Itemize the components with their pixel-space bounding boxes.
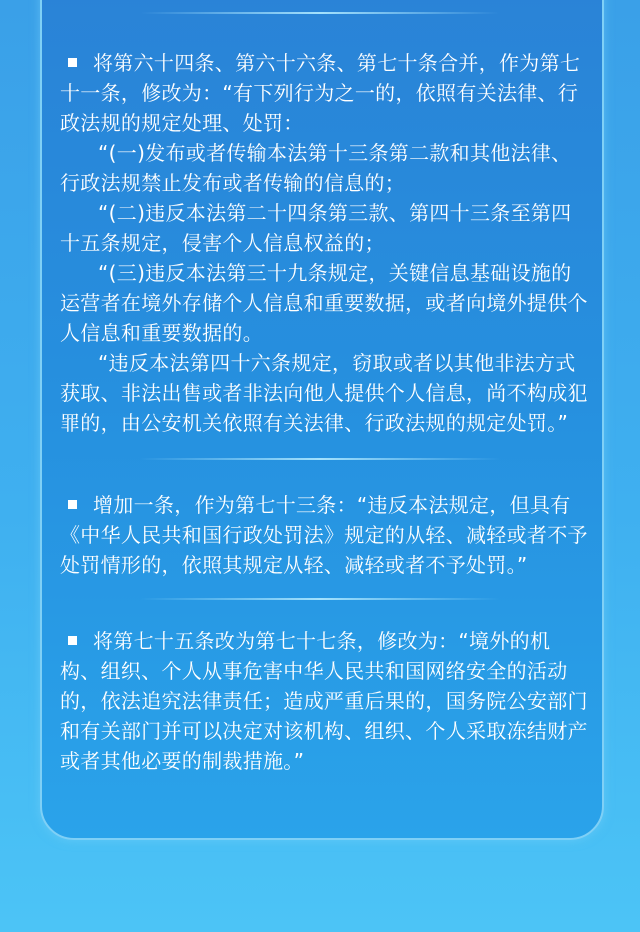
section-paragraph (60, 626, 590, 776)
section-text: 将第七十五条改为第七十七条，修改为：“境外的机构、组织、个人从事危害中华人民共和国网络安全的活动的，依法追究法律责任；造成严重后果的，国务院公安部门和有关部门并可以决定对该机构、组织、个人采取冻结财产或者其他必要的制裁措施。” (60, 629, 588, 773)
section-article-77 (60, 626, 590, 776)
square-bullet-icon (68, 58, 77, 67)
section-paragraph (60, 490, 590, 580)
list-item: “(二)违反本法第二十四条第三款、第四十三条至第四十五条规定，侵害个人信息权益的； (60, 201, 572, 255)
section-lead-text: 将第六十四条、第六十六条、第七十条合并，作为第七十一条，修改为：“有下列行为之一的，依照有关法律、行政法规的规定处理、处罚： (60, 51, 581, 135)
divider-middle (140, 458, 500, 460)
list-item: “(三)违反本法第三十九条规定，关键信息基础设施的运营者在境外存储个人信息和重要数据，或者向境外提供个人信息和重要数据的。 (60, 261, 588, 345)
section-text: 增加一条，作为第七十三条：“违反本法规定，但具有《中华人民共和国行政处罚法》规定的从轻、减轻或者不予处罚情形的，依照其规定从轻、减轻或者不予处罚。” (60, 493, 588, 577)
square-bullet-icon (68, 636, 77, 645)
list-item: “(一)发布或者传输本法第十三条第二款和其他法律、行政法规禁止发布或者传输的信息的； (60, 141, 572, 195)
square-bullet-icon (68, 500, 77, 509)
section-article-73 (60, 490, 590, 580)
list-item: “违反本法第四十六条规定，窃取或者以其他非法方式获取、非法出售或者非法向他人提供个人信息，尚不构成犯罪的，由公安机关依照有关法律、行政法规的规定处罚。” (60, 351, 588, 435)
divider-lower (140, 598, 500, 600)
divider-top (140, 12, 500, 14)
section-article-71 (60, 48, 590, 438)
section-lead (60, 48, 590, 138)
